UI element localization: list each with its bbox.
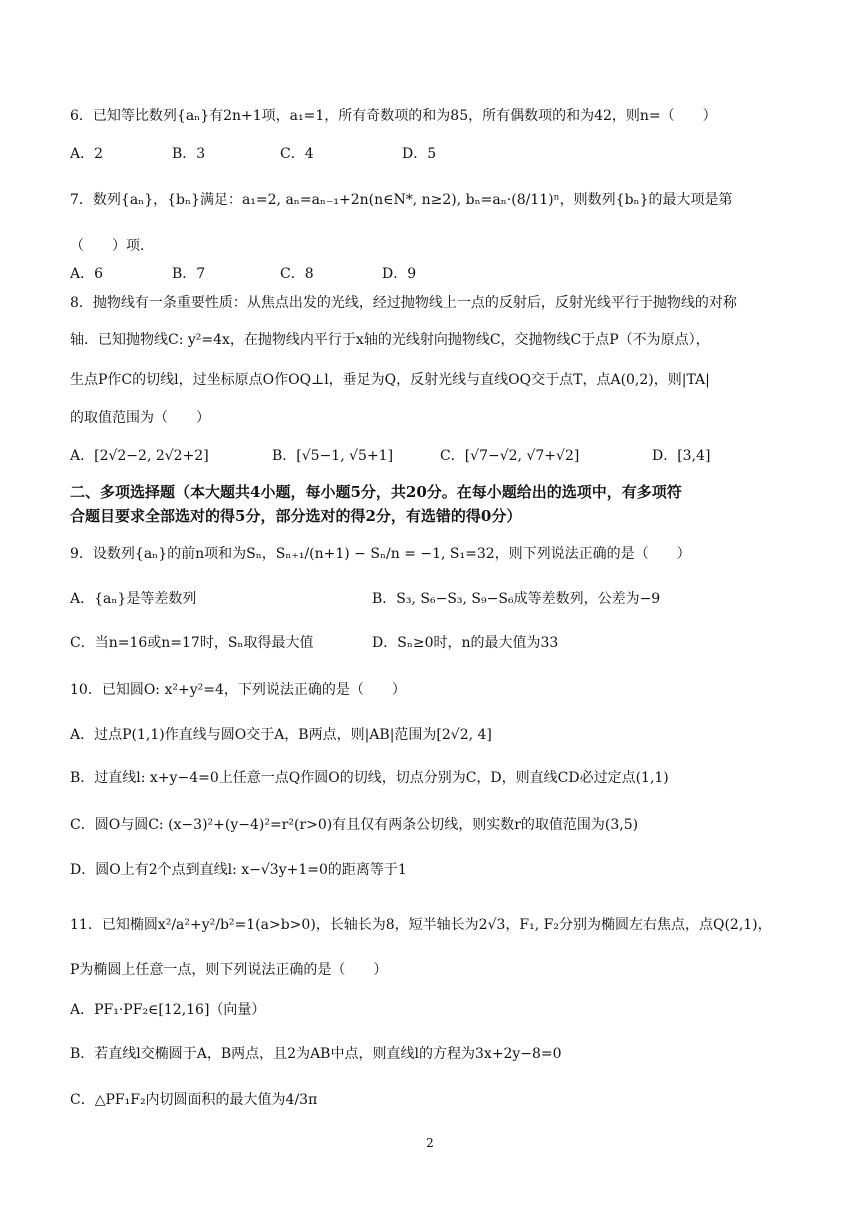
q8-option-b: B．[√5−1, √5+1] (272, 448, 394, 464)
question-8-stem-line4: 的取值范围为（ ） (70, 410, 210, 426)
q8-option-c: C．[√7−√2, √7+√2] (440, 448, 580, 464)
question-11-stem-line2: P为椭圆上任意一点，则下列说法正确的是（ ） (70, 962, 388, 978)
q11-option-c: C．△PF₁F₂内切圆面积的最大值为4/3π (70, 1092, 318, 1108)
q8-option-d: D．[3,4] (652, 448, 711, 464)
q6-option-d: D．5 (402, 146, 437, 162)
q10-option-d: D．圆O上有2个点到直线l: x−√3y+1=0的距离等于1 (70, 862, 407, 878)
question-10-stem: 10．已知圆O: x²+y²=4，下列说法正确的是（ ） (70, 682, 406, 698)
q10-option-a: A．过点P(1,1)作直线与圆O交于A，B两点，则|AB|范围为[2√2, 4] (70, 727, 492, 743)
q7-option-a: A．6 (70, 266, 104, 282)
q9-option-c: C．当n=16或n=17时，Sₙ取得最大值 (70, 635, 314, 651)
q11-option-a: A．PF₁·PF₂∈[12,16]（向量） (70, 1002, 266, 1018)
question-6-stem: 6．已知等比数列{aₙ}有2n+1项，a₁=1，所有奇数项的和为85，所有偶数项的和为42，则n=（ ） (70, 108, 717, 124)
q6-option-b: B．3 (172, 146, 206, 162)
q10-option-c: C．圆O与圆C: (x−3)²+(y−4)²=r²(r>0)有且仅有两条公切线，则实数r的取值范围为(3,5) (70, 817, 639, 833)
q6-option-a: A．2 (70, 146, 104, 162)
question-9-stem: 9．设数列{aₙ}的前n项和为Sₙ，Sₙ₊₁/(n+1) − Sₙ/n = −1, S₁=32，则下列说法正确的是（ ） (70, 546, 691, 562)
section-2-heading-line2: 合题目要求全部选对的得5分，部分选对的得2分，有选错的得0分） (70, 507, 522, 525)
section-2-heading-line1: 二、多项选择题（本大题共4小题，每小题5分，共20分。在每小题给出的选项中，有多项符 (70, 483, 682, 501)
q6-option-c: C．4 (280, 146, 314, 162)
question-8-stem-line2: 轴．已知抛物线C: y²=4x，在抛物线内平行于x轴的光线射向抛物线C，交抛物线C于点P（不为原点）， (70, 332, 710, 348)
q10-option-b: B．过直线l: x+y−4=0上任意一点Q作圆O的切线，切点分别为C，D，则直线CD必过定点(1,1) (70, 770, 669, 786)
page-number: 2 (426, 1136, 434, 1150)
q7-option-c: C．8 (280, 266, 314, 282)
question-7-stem-line1: 7．数列{aₙ}，{bₙ}满足：a₁=2, aₙ=aₙ₋₁+2n(n∈N*, n≥2), bₙ=aₙ·(8/11)ⁿ，则数列{bₙ}的最大项是第 (70, 192, 733, 208)
question-8-stem-line3: 生点P作C的切线l，过坐标原点O作OQ⊥l，垂足为Q，反射光线与直线OQ交于点T，点A(0,2)，则|TA| (70, 372, 710, 388)
q7-option-b: B．7 (172, 266, 206, 282)
q11-option-b: B．若直线l交椭圆于A，B两点，且2为AB中点，则直线l的方程为3x+2y−8=0 (70, 1046, 562, 1062)
question-8-stem-line1: 8．抛物线有一条重要性质：从焦点出发的光线，经过抛物线上一点的反射后，反射光线平行于抛物线的对称 (70, 295, 737, 311)
q9-option-d: D．Sₙ≥0时，n的最大值为33 (372, 635, 559, 651)
q9-option-a: A．{aₙ}是等差数列 (70, 591, 197, 607)
q9-option-b: B．S₃, S₆−S₃, S₉−S₆成等差数列，公差为−9 (372, 591, 661, 607)
question-7-stem-line2: （ ）项． (70, 238, 154, 254)
q7-option-d: D．9 (382, 266, 417, 282)
q8-option-a: A．[2√2−2, 2√2+2] (70, 448, 209, 464)
question-11-stem-line1: 11．已知椭圆x²/a²+y²/b²=1(a>b>0)，长轴长为8，短半轴长为2√3，F₁, F₂分别为椭圆左右焦点，点Q(2,1)， (70, 917, 772, 933)
